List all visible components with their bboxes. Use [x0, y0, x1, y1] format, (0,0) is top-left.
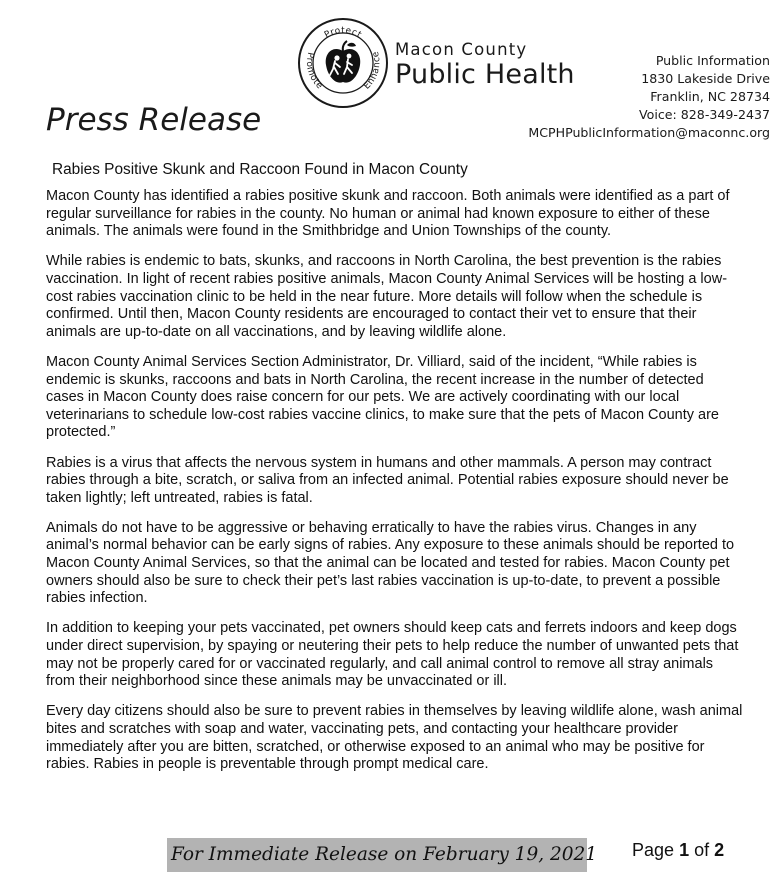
svg-text:Promote: Promote: [303, 51, 325, 92]
paragraph: Every day citizens should also be sure to prevent rabies in themselves by leaving wildlife alone, wash animal bites and scratches with soap and water, vaccinating pets, and contacting your healthcare provider immediately after you are bitten, scratched, or otherwise exposed to an animal who may be positive for rabies. Rabies in people is preventable through prompt medical care.: [46, 703, 743, 773]
contact-email: MCPHPublicInformation@maconnc.org: [528, 125, 770, 140]
page-indicator: [632, 838, 724, 862]
page-total: 2: [714, 840, 725, 860]
paragraph: In addition to keeping your pets vaccinated, pet owners should keep cats and ferrets indoors and keep dogs under direct supervision, by spaying or neutering their pets to help reduce the number of unwanted pets that may not be properly cared for or vaccinated regularly, and call animal control to remove all stray animals from their neighborhood since these animals may be unvaccinated or ill.: [46, 620, 739, 690]
headline: Rabies Positive Skunk and Raccoon Found in Macon County: [52, 161, 468, 178]
page-of: of: [694, 840, 710, 860]
release-date-banner: For Immediate Release on February 19, 2021: [167, 838, 587, 872]
org-name-line1: Macon County: [395, 40, 528, 59]
paragraph: Rabies is a virus that affects the nervous system in humans and other mammals. A person may contract rabies through a bite, scratch, or saliva from an infected animal. Potential rabies exposure should never be taken lightly; left untreated, rabies is fatal.: [46, 454, 729, 506]
paragraph: Macon County Animal Services Section Administrator, Dr. Villiard, said of the incident, “While rabies is endemic is skunks, raccoons and bats in North Carolina, the recent increase in the number of detected cases in Macon County does raise concern for our pets. We are actively coordinating with our local veterinarians to schedule low-cost rabies vaccine clinics, to make sure that the pets of Macon County are protected.”: [46, 353, 719, 441]
page-current: 1: [679, 840, 690, 860]
contact-label: Public Information: [655, 53, 770, 68]
macon-county-public-health-seal: [297, 17, 389, 109]
contact-address: 1830 Lakeside Drive: [641, 71, 770, 86]
press-release-title: Press Release: [46, 102, 262, 138]
page-prefix: Page: [632, 840, 675, 860]
svg-text:Enhance: Enhance: [362, 49, 383, 92]
svg-text:Protect: Protect: [322, 25, 364, 41]
contact-block: [528, 52, 770, 142]
paragraph: Macon County has identified a rabies positive skunk and raccoon. Both animals were identified as a part of regular surveillance for rabies in the county. No human or animal had known exposure to either of these animals. The animals were found in the Smithbridge and Union Townships of the county.: [46, 188, 730, 240]
paragraph: While rabies is endemic to bats, skunks, and raccoons in North Carolina, the best prevention is the rabies vaccination. In light of recent rabies positive animals, Macon County Animal Services will be hosting a low-cost rabies vaccination clinic to be held in the near future. More details will follow when the schedule is confirmed. Until then, Macon County residents are encouraged to contact their vet to ensure that their animals are up-to-date on all vaccinations, and by leaving wildlife alone.: [46, 253, 728, 340]
paragraph: Animals do not have to be aggressive or behaving erratically to have the rabies virus. Changes in any animal’s normal behavior can be early signs of rabies. Any exposure to these animals should be reported to Macon County Animal Services, so that the animal can be located and tested for rabies. Macon County pet owners should also be sure to check their pet’s last rabies vaccination is up-to-date, to prevent a possible rabies infection.: [46, 519, 735, 607]
contact-voice: Voice: 828-349-2437: [639, 107, 770, 122]
article-body: [46, 188, 744, 786]
contact-city: Franklin, NC 28734: [650, 89, 770, 104]
org-name-line2: Public Health: [395, 59, 575, 90]
